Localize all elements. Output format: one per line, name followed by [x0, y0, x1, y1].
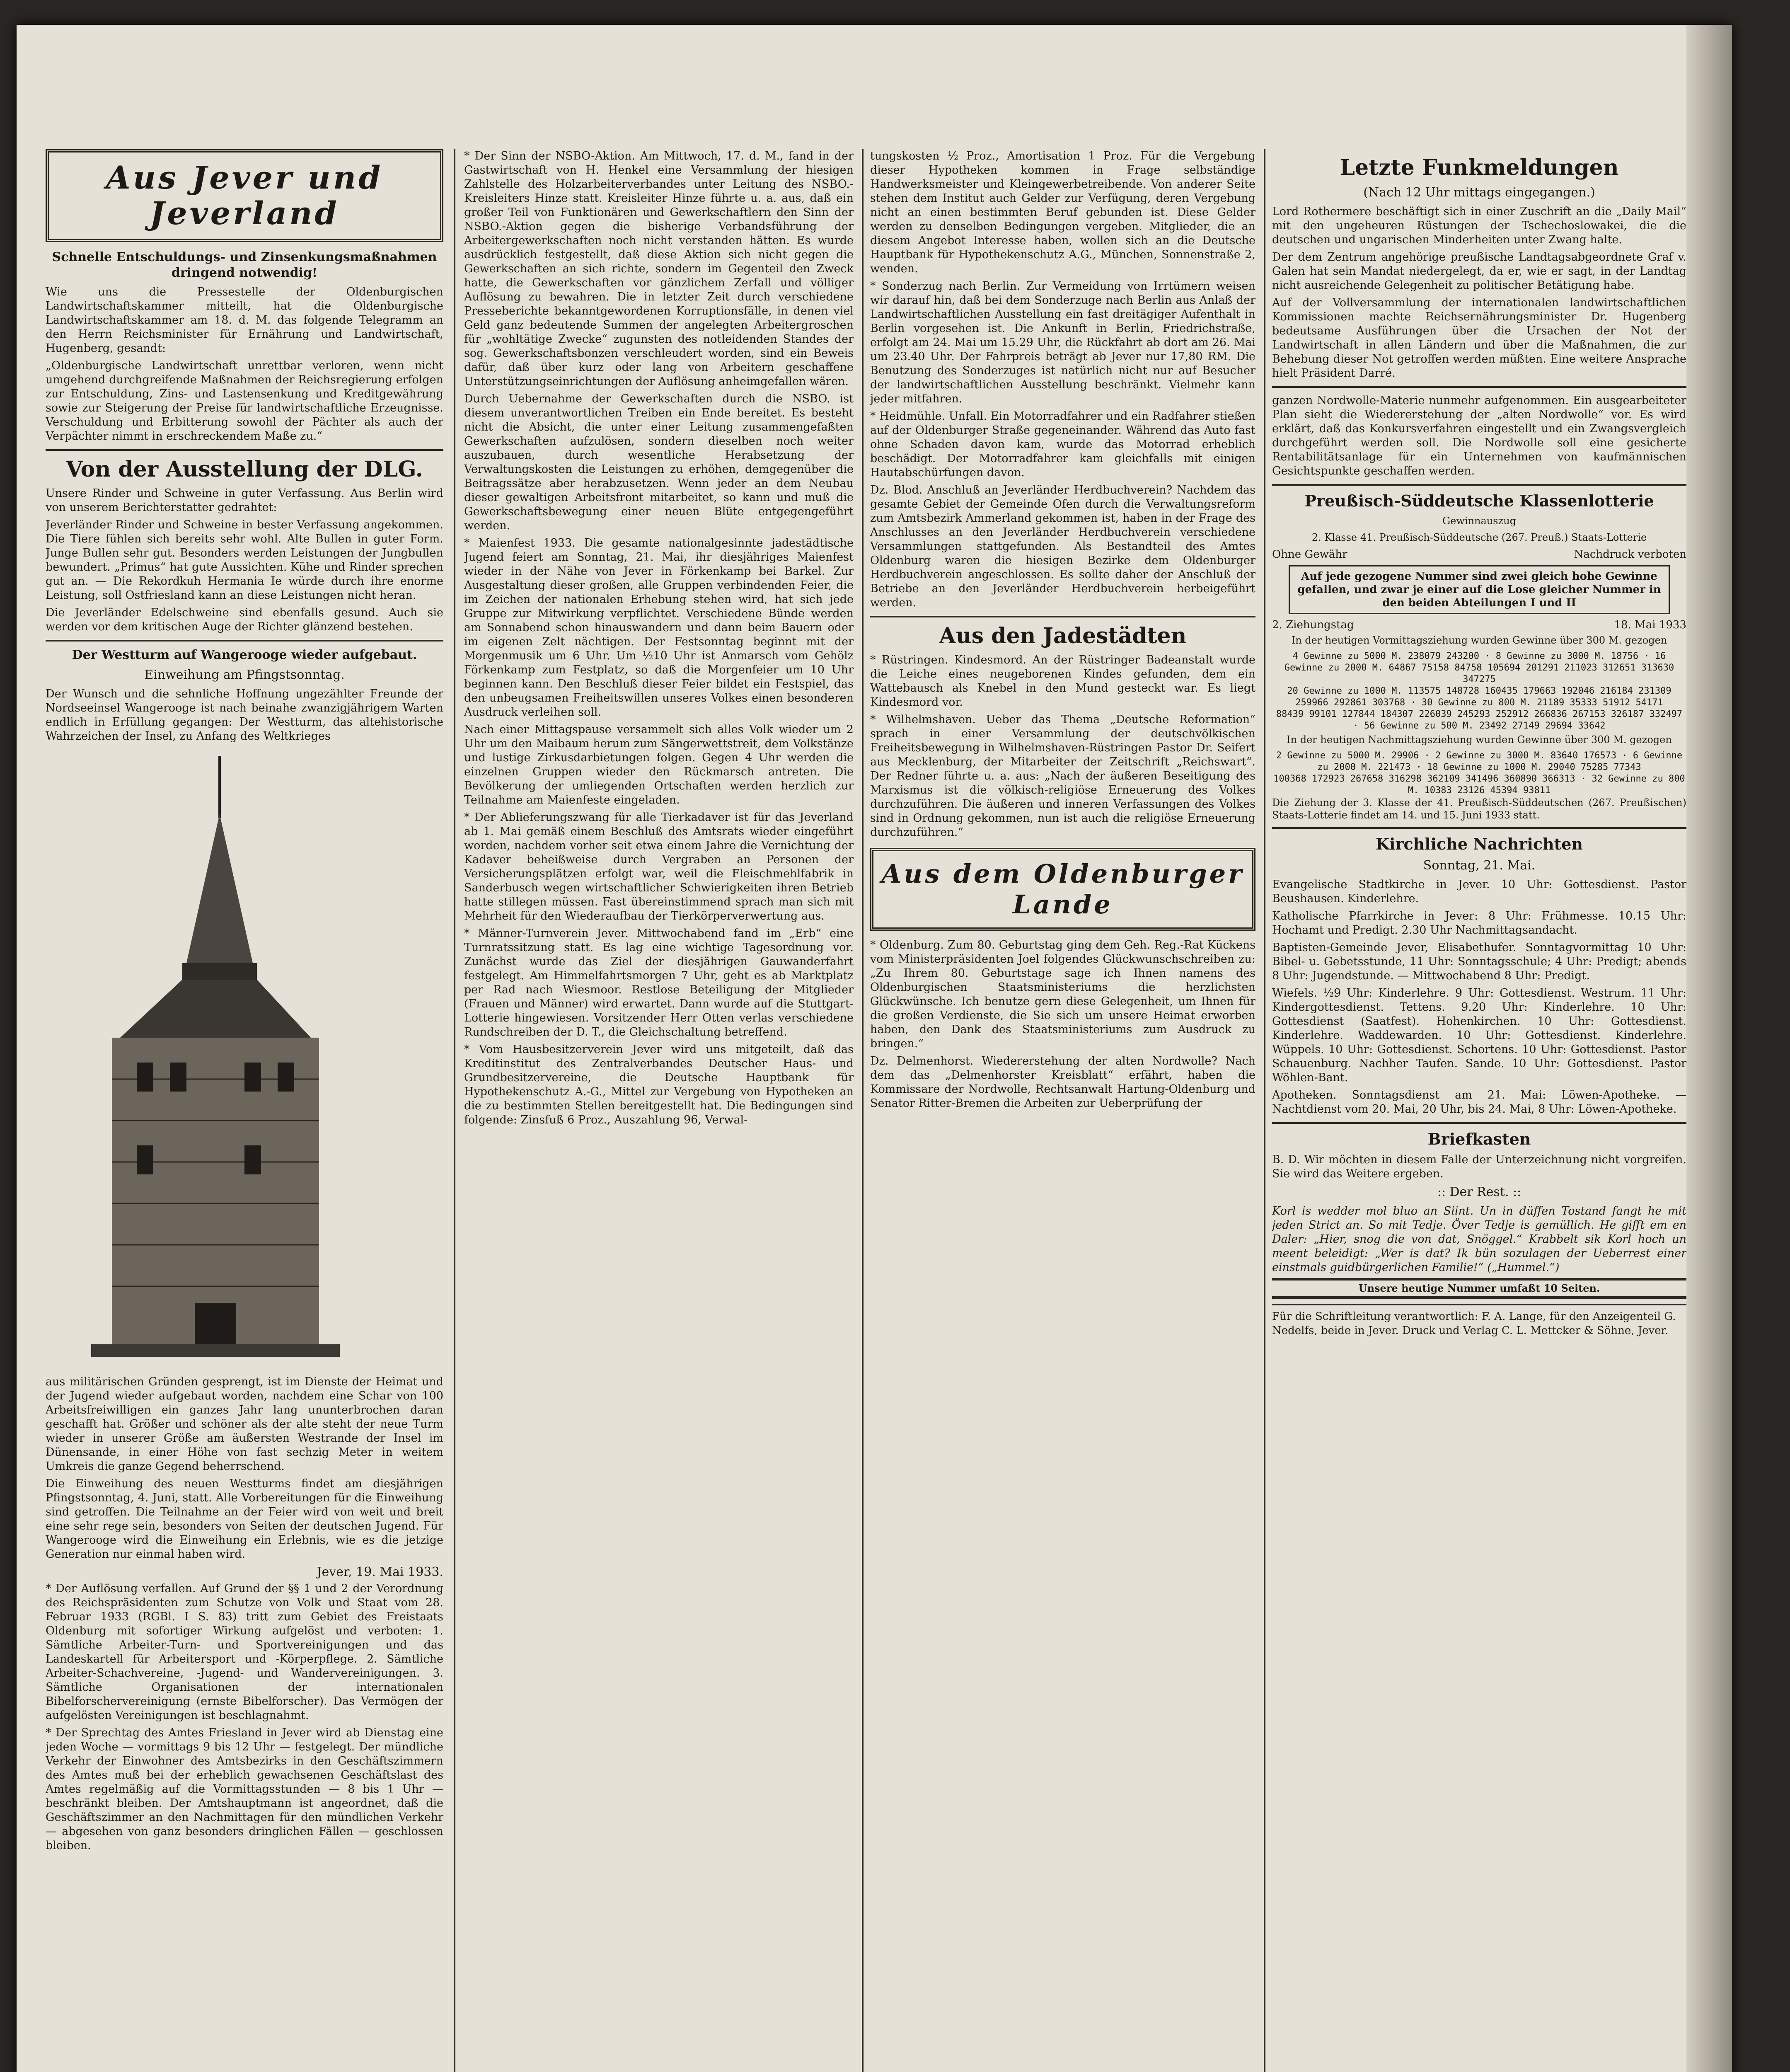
- article-text: Apotheken. Sonntagsdienst am 21. Mai: Löwen-Apotheke. — Nachtdienst vom 20. Mai, 20 Uhr, bis 24. Mai, 8 Uhr: Löwen-Apotheke.: [1272, 1089, 1686, 1116]
- masthead-title: Aus dem Oldenburger Lande: [881, 859, 1244, 920]
- poem-title: :: Der Rest. ::: [1437, 1185, 1522, 1199]
- article-text: * Der Ablieferungszwang für alle Tierkadaver ist für das Jeverland ab 1. Mai gemäß einem Beschluß des Amtsrats wieder eingeführt worden, nachdem vorher seit etwa einem Jahre die Vernichtung der Kadaver beheißweise durch Vergraben an Personen der Versicherungsplätzen erfolgt war, weil die Fleischmehlfabrik in Sanderbusch wegen wirtschaftlicher Schwierigkeiten ihren Betrieb hatte stillegen müssen. Fast übereinstimmend sprach man sich mit Mehrheit für den Wiederaufbau der Tierkörperverwertung aus.: [464, 811, 854, 922]
- article-text: Wiefels. ½9 Uhr: Kinderlehre. 9 Uhr: Gottesdienst. Westrum. 11 Uhr: Kindergottesdienst. Tettens. 9.20 Uhr: Kinderlehre. 10 Uhr: Gottesdienst (Saatfest). Hohenkirchen. 10 Uhr: Gottesdienst. Kinderlehre. Waddewarden. 10 Uhr: Gottesdienst. Kinderlehre. Wüppels. 10 Uhr: Gottesdienst. Schortens. 10 Uhr: Gottesdienst. Pastor Schauenburg. Nachher Taufen. Sande. 10 Uhr: Gottesdienst. Pastor Wöhlen-Bant.: [1272, 987, 1686, 1084]
- divider: [1272, 484, 1686, 486]
- article-text: Der dem Zentrum angehörige preußische Landtagsabgeordnete Graf v. Galen hat sein Mandat niedergelegt, da er, wie er sagt, in der Landtag nicht ausreichende Gelegenheit zu politischer Betätigung habe.: [1272, 251, 1686, 292]
- article-headline: Schnelle Entschuldungs- und Zinsenkungsmaßnahmen dringend notwendig!: [52, 250, 437, 280]
- article-text: Der Wunsch und die sehnliche Hoffnung ungezählter Freunde der Nordseeinsel Wangerooge ist nach beinahe zwanzigjährigem Warten endlich in Erfüllung gegangen: Der Westturm, das altehistorische Wahrzeichen der Insel, zu Anfang des Weltkrieges: [46, 687, 443, 743]
- article-text: * Sonderzug nach Berlin. Zur Vermeidung von Irrtümern weisen wir darauf hin, daß bei dem Sonderzuge nach Berlin aus Anlaß der Landwirtschaftlichen Ausstellung ein fast dreitägiger Aufenthalt in Berlin vorgesehen ist. Die Ankunft in Berlin, Friedrichstraße, erfolgt am 24. Mai um 15.29 Uhr, die Rückfahrt ab dort am 26. Mai um 23.40 Uhr. Der Fahrpreis beträgt ab Jever nur 17,80 RM. Die Benutzung des Sonderzuges ist natürlich nicht nur auf Besucher der landwirtschaftlichen Ausstellung beschränkt. Vielmehr kann jeder mitfahren.: [870, 280, 1255, 405]
- divider: [46, 449, 443, 451]
- article-text: Jeverländer Rinder und Schweine in bester Verfassung angekommen. Die Tiere fühlen sich bereits sehr wohl. Alte Bullen in guter Form. Junge Bullen sehr gut. Besonders werden Leistungen der Jungbullen bewundert. „Primus“ hat gute Aussichten. Kühe und Rinder sprechen gut an. — Die Rekordkuh Hermania Ie würde durch ihre enorme Leistung, soll Ostfriesland kann an diese Leistungen nicht heran.: [46, 518, 443, 602]
- column-2: [464, 149, 854, 1130]
- lottery-notice-box: Auf jede gezogene Nummer sind zwei gleich hohe Gewinne gefallen, und zwar je einer auf die Lose gleicher Nummer in den beiden Abteilungen I und II: [1289, 565, 1670, 614]
- lottery-numbers: 100368 172923 267658 316298 362109 341496 360890 366313 · 32 Gewinne zu 800 M. 10383 23126 45394 93811: [1273, 774, 1685, 796]
- article-text: * Der Sprechtag des Amtes Friesland in Jever wird ab Dienstag eine jeden Woche — vormittags 9 bis 12 Uhr — festgelegt. Der mündliche Verkehr der Einwohner des Amtsbezirks in den Geschäftszimmern des Amtes muß bei der erheblich gewachsenen Geschäftslast des Amtes regelmäßig auf die Vormittagsstunden — 8 bis 1 Uhr — beschränkt bleiben. Der Amtshauptmann ist angeordnet, daß die Geschäftszimmer an den Nachmittagen für den mündlichen Verkehr — abgesehen von ganz besonders dringlichen Fällen — geschlossen bleiben.: [46, 1726, 443, 1852]
- masthead-title: Aus Jever und Jeverland: [106, 159, 383, 232]
- article-text: Die Jeverländer Edelschweine sind ebenfalls gesund. Auch sie werden vor dem kritischen Auge der Richter glänzend bestehen.: [46, 606, 443, 633]
- article-text: Dz. Blod. Anschluß an Jeverländer Herdbuchverein? Nachdem das gesamte Gebiet der Gemeinde Ofen durch die Verwaltungsreform zum Amtsbezirk Ammerland gekommen ist, haben in der Frage des Anschlusses an den Jeverländer Herdbuchverein verschiedene Versammlungen stattgefunden. Als Bestandteil des Amtes Oldenburg waren die hiesigen Bezirke dem Oldenburger Herdbuchverein angeschlossen. Es sollte daher der Anschluß der Betriebe an den Jeverländer Herdbuchverein herbeigeführt werden.: [870, 484, 1255, 609]
- page-edge-shadow: [1686, 25, 1732, 2072]
- article-text: Nach einer Mittagspause versammelt sich alles Volk wieder um 2 Uhr um den Maibaum herum zum Sängerwettstreit, dem Volkstänze und lustige Zirkusdarbietungen folgen. Gegen 4 Uhr werden die einzelnen Gruppen wieder den Rückmarsch antreten. Die Bevölkerung der umliegenden Ortschaften werden herzlich zur Teilnahme am Maienfeste eingeladen.: [464, 723, 854, 806]
- article-text: * Oldenburg. Zum 80. Geburtstag ging dem Geh. Reg.-Rat Kückens vom Ministerpräsidenten Joel folgendes Glückwunschschreiben zu: „Zu Ihrem 80. Geburtstage sage ich Ihnen namens des Oldenburgischen Staatsministeriums die herzlichsten Glückwünsche. Ich benutze gern diese Gelegenheit, um Ihnen für die großen Verdienste, die Sie sich um unsere Heimat erworben haben, den Dank des Staatsministeriums zum Ausdruck zu bringen.“: [870, 939, 1255, 1050]
- lottery-session-heading: In der heutigen Vormittagsziehung wurden Gewinne über 300 M. gezogen: [1291, 634, 1667, 646]
- article-text: Evangelische Stadtkirche in Jever. 10 Uhr: Gottesdienst. Pastor Beushausen. Kinderlehre.: [1272, 878, 1686, 905]
- lottery-draw-date: 18. Mai 1933: [1614, 619, 1686, 631]
- section-masthead-jever: [46, 149, 443, 242]
- article-subheadline: Sonntag, 21. Mai.: [1423, 858, 1536, 873]
- page-count-notice: Unsere heutige Nummer umfaßt 10 Seiten.: [1272, 1278, 1686, 1299]
- column-4: [1272, 149, 1686, 1338]
- article-text: * Maienfest 1933. Die gesamte nationalgesinnte jadestädtische Jugend feiert am Sonntag, 21. Mai, ihr diesjähriges Maienfest wieder in der Nähe von Jever in Förkenkamp bei Barkel. Zur Ausgestaltung dieser großen, alle Gruppen verbindenden Feier, die im Zeichen der nationalen Erhebung stehen wird, hat sich jede Gruppe zur Mitwirkung verpflichtet. Verschiedene Bünde werden am Sonnabend schon hinauswandern und dann beim Bauern oder im eigenen Zelt nächtigen. Der Festsonntag beginnt mit der Morgenmusik um 6 Uhr. Um ½10 Uhr ist Anmarsch vom Gehölz Förkenkamp zum Festplatz, so daß die Morgenfeier um 10 Uhr beginnen kann. Den Beschluß dieser Feier bildet ein Festspiel, das den unbeugsamen Freiheitswillen unseres Volkes einen besonderen Ausdruck verleihen soll.: [464, 537, 854, 719]
- article-text: Dz. Delmenhorst. Wiedererstehung der alten Nordwolle? Nach dem das „Delmenhorster Kreisblatt“ erfährt, haben die Kommissare der Nordwolle, Rechtsanwalt Hartung-Oldenburg und Senator Ritter-Bremen die Arbeiten zur Ueberprüfung der: [870, 1055, 1255, 1110]
- article-subheadline: (Nach 12 Uhr mittags eingegangen.): [1363, 185, 1595, 200]
- newspaper-page: [17, 25, 1732, 2072]
- lottery-numbers: 2 Gewinne zu 5000 M. 29906 · 2 Gewinne zu 3000 M. 83640 176573 · 6 Gewinne zu 2000 M. 221473 · 18 Gewinne zu 1000 M. 29040 75285 77343: [1276, 750, 1683, 772]
- article-text: * Heidmühle. Unfall. Ein Motorradfahrer und ein Radfahrer stießen auf der Oldenburger Straße gegeneinander. Während das Auto fast ohne Schaden davon kam, wurde das Motorrad erheblich beschädigt. Der Motorradfahrer kam gleichfalls mit einigen Hautabschürfungen davon.: [870, 410, 1255, 479]
- divider: [1272, 1122, 1686, 1124]
- divider: [1272, 386, 1686, 388]
- article-text: „Oldenburgische Landwirtschaft unrettbar verloren, wenn nicht umgehend durchgreifende Maßnahmen der Reichsregierung erfolgen zur Entschuldung, Zins- und Lastensenkung und Kreditgewährung sowie zur Steigerung der Preise für landwirtschaftliche Erzeugnisse. Verschuldung und Erbitterung sowohl der Pächter als auch der Verpächter nimmt in erschreckendem Maße zu.“: [46, 359, 443, 443]
- section-masthead-oldenburg: [870, 848, 1255, 931]
- article-text: Durch Uebernahme der Gewerkschaften durch die NSBO. ist diesem unverantwortlichen Treiben ein Ende bereitet. Es besteht nicht die Absicht, die unter einer Leitung zusammengefaßten Gewerkschaften aufzulösen, sondern dieselben noch weiter auszubauen, durch wesentliche Herabsetzung der Verwaltungskosten die Leistungen zu erhöhen, demgegenüber die Beitragssätze aber herabzusetzen. Wenn jeder an dem Neubau dieser gewaltigen Arbeitsfront mitarbeitet, so kann und muß die Gewerkschaftsbewegung einer neuen Blüte entgegengeführt werden.: [464, 392, 854, 532]
- lottery-note: Nachdruck verboten: [1574, 548, 1686, 561]
- article-text: * Rüstringen. Kindesmord. An der Rüstringer Badeanstalt wurde die Leiche eines neugeborenen Kindes gefunden, dem ein Wattebausch als Knebel in den Mund gesteckt war. Es liegt Kindesmord vor.: [870, 654, 1255, 709]
- section-headline: Aus den Jadestädten: [939, 623, 1187, 649]
- column-rule: [1264, 149, 1265, 2072]
- section-headline: Letzte Funkmeldungen: [1340, 155, 1619, 180]
- westturm-tower-illustration: [46, 748, 443, 1369]
- article-text: aus militärischen Gründen gesprengt, ist im Dienste der Heimat und der Jugend wieder aufgebaut worden, nachdem eine Schar von 100 Arbeitsfreiwilligen ein ganzes Jahr lang ununterbrochen daran geschafft hat. Größer und schöner als der alte steht der neue Turm wieder in unserer Größe am äußersten Westrande der Insel im Dünensande, in einer Höhe von fast sechzig Meter in weitem Umkreis die ganze Gegend beherrschend.: [46, 1375, 443, 1473]
- divider: [46, 640, 443, 641]
- article-text: Die Einweihung des neuen Westturms findet am diesjährigen Pfingstsonntag, 4. Juni, statt. Alle Vorbereitungen für die Einweihung sind getroffen. Die Teilnahme an der Feier wird von weit und breit eine sehr rege sein, besonders von Seiten der deutschen Jugend. Für Wangerooge wird die Einweihung ein Erlebnis, wie es die jetzige Generation nur einmal haben wird.: [46, 1477, 443, 1561]
- article-text: Lord Rothermere beschäftigt sich in einer Zuschrift an die „Daily Mail“ mit den ungeheuren Rüstungen der Tschechoslowakei, die die deutschen und ungarischen Minderheiten unter Zwang halte.: [1272, 205, 1686, 246]
- divider: [1272, 827, 1686, 829]
- lottery-numbers: 88439 99101 127844 184307 226039 245293 252912 266836 267153 326187 332497 · 56 Gewinne zu 500 M. 23492 27149 29694 33642: [1276, 709, 1683, 731]
- article-text: tungskosten ½ Proz., Amortisation 1 Proz. Für die Vergebung dieser Hypotheken kommen in Frage selbständige Handwerksmeister und Kleingewerbetreibende. Von anderer Seite stehen dem Institut auch Gelder zur Verfügung, deren Vergebung nicht an einen bestimmten Beruf gebunden ist. Diese Gelder werden zu denselben Bedingungen vergeben. Mitglieder, die an diesem Angebot Interesse haben, wollen sich an die Deutsche Hauptbank für Hypothekenschutz A.G., München, Sonnenstraße 2, wenden.: [870, 150, 1255, 275]
- article-text: Wie uns die Pressestelle der Oldenburgischen Landwirtschaftskammer mitteilt, hat die Oldenburgische Landwirtschaftskammer am 18. d. M. das folgende Telegramm an den Herrn Reichsminister für Ernährung und Landwirtschaft, Hugenberg, gesandt:: [46, 286, 443, 355]
- article-text: * Wilhelmshaven. Ueber das Thema „Deutsche Reformation“ sprach in einer Versammlung der deutschvölkischen Freiheitsbewegung in Wilhelmshaven-Rüstringen Pastor Dr. Seifert aus Mecklenburg, der Mitarbeiter der Zeitschrift „Reichswart“. Der Redner führte u. a. aus: „Nach der äußeren Beseitigung des Marxismus ist die völkisch-religiöse Erneuerung des Volkes durchzuführen. Die äußeren und inneren Verfassungen des Volkes sind in Ordnung gekommen, nun ist auch die religiöse Erneuerung durchzuführen.“: [870, 713, 1255, 839]
- article-text: Auf der Vollversammlung der internationalen landwirtschaftlichen Kommissionen machte Reichsernährungsminister Dr. Hugenberg bedeutsame Ausführungen über die Ursachen der Not der Landwirtschaft in allen Ländern und über die Maßnahmen, die zur Behebung dieser Not getroffen werden müßten. Eine weitere Ansprache hielt Präsident Darré.: [1272, 296, 1686, 380]
- article-text: * Vom Hausbesitzerverein Jever wird uns mitgeteilt, daß das Kreditinstitut des Zentralverbandes Deutscher Haus- und Grundbesitzervereine, die Deutsche Hauptbank für Hypothekenschutz A.-G., Mittel zur Vergebung von Hypotheken an die zu bestimmten Stellen bereitgestellt hat. Die Bedingungen sind folgende: Zinsfuß 6 Proz., Auszahlung 96, Verwal-: [464, 1043, 854, 1126]
- column-3: [870, 149, 1255, 1114]
- column-rule: [862, 149, 864, 2072]
- lottery-numbers: 4 Gewinne zu 5000 M. 238079 243200 · 8 Gewinne zu 3000 M. 18756 · 16 Gewinne zu 2000 M. 64867 75158 84758 105694 201291 211023 312651 313630 347275: [1284, 651, 1674, 685]
- article-text: ganzen Nordwolle-Materie nunmehr aufgenommen. Ein ausgearbeiteter Plan sieht die Wiedererstehung der „alten Nordwolle“ vor. Es wird erklärt, daß das Konkursverfahren eingestellt und ein Zwangsvergleich durchgeführt werden soll. Die Nordwolle soll eine gesicherte Rentabilitätsanlage für ein Unternehmen von kaufmännischen Gesichtspunkte geschaffen werden.: [1272, 394, 1686, 477]
- column-1: [46, 149, 443, 1856]
- article-text: Unsere Rinder und Schweine in guter Verfassung. Aus Berlin wird von unserem Berichterstatter gedrahtet:: [46, 487, 443, 514]
- article-headline: Von der Ausstellung der DLG.: [66, 457, 423, 482]
- article-text: Die Ziehung der 3. Klasse der 41. Preußisch-Süddeutschen (267. Preußischen) Staats-Lotterie findet am 14. und 15. Juni 1933 statt.: [1272, 797, 1686, 821]
- article-text: * Der Sinn der NSBO-Aktion. Am Mittwoch, 17. d. M., fand in der Gastwirtschaft von H. Henkel eine Versammlung der hiesigen Zahlstelle des Holzarbeiterverbandes unter Leitung des NSBO.-Kreisleiters Hinze statt. Kreisleiter Hinze führte u. a. aus, daß ein großer Teil von Funktionären und Gewerkschaftlern den Sinn der NSBO.-Aktion gegen die bisherige Verbandsführung der Arbeitergewerkschaften noch nicht verstanden hätten. Es wurde ausdrücklich festgestellt, daß diese Aktion sich nicht gegen die Gewerkschaften an sich richte, sondern im Gegenteil den Zweck hatte, die Gewerkschaften vor gänzlichem Zerfall und völliger Auflösung zu bewahren. Die in letzter Zeit durch verschiedene Presseberichte bekanntgewordenen Korruptionsfälle, in denen viel Geld ganz bedeutende Summen der angelegten Arbeitergroschen für „wohltätige Zwecke“ zugunsten des notleidenden Standes der sog. Gewerkschaftsbonzen verschleudert worden, sind ein Beweis dafür, daß über kurz oder lang von Arbeitern geschaffene Unterstützungseinrichtungen der Auflösung anheimgefallen wären.: [464, 150, 854, 388]
- column-rule: [454, 149, 455, 2072]
- article-headline: Der Westturm auf Wangerooge wieder aufgebaut.: [72, 648, 417, 662]
- article-text: B. D. Wir möchten in diesem Falle der Unterzeichnung nicht vorgreifen. Sie wird das Weitere ergeben.: [1272, 1153, 1686, 1180]
- article-text: * Der Auflösung verfallen. Auf Grund der §§ 1 und 2 der Verordnung des Reichspräsidenten zum Schutze von Volk und Staat vom 28. Februar 1933 (RGBl. I S. 83) tritt zum Gebiet des Freistaats Oldenburg mit sofortiger Wirkung aufgelöst und verboten: 1. Sämtliche Arbeiter-Turn- und Sportvereinigungen und das Landeskartell für Arbeitersport und -Körperpflege. 2. Sämtliche Arbeiter-Schachvereine, -Jugend- und Wandervereinigungen. 3. Sämtliche Organisationen der internationalen Bibelforschervereinigung (ernste Bibelforscher). Das Vermögen der aufgelösten Vereinigungen ist beschlagnahmt.: [46, 1582, 443, 1722]
- divider: [870, 616, 1255, 617]
- section-headline: Preußisch-Süddeutsche Klassenlotterie: [1304, 491, 1654, 510]
- article-text: * Männer-Turnverein Jever. Mittwochabend fand im „Erb“ eine Turnratssitzung statt. Es lag eine wichtige Tagesordnung vor. Zunächst wurde das Ziel der diesjährigen Gauwanderfahrt festgelegt. Am Himmelfahrtsmorgen 7 Uhr, geht es ab Marktplatz per Rad nach Wiesmoor. Restlose Beteiligung der Mitglieder (Frauen und Männer) wird erwartet. Dann wurde auf die Stuttgart-Lotterie hingewiesen. Vorsitzender Herr Otten verlas verschiedene Rundschreiben der D. T., die Gleichschaltung betreffend.: [464, 927, 854, 1038]
- lottery-draw-day: 2. Ziehungstag: [1272, 619, 1354, 631]
- imprint: Für die Schriftleitung verantwortlich: F. A. Lange, für den Anzeigenteil G. Nedelfs, beide in Jever. Druck und Verlag C. L. Mettcker & Söhne, Jever.: [1272, 1304, 1686, 1338]
- poem-text: Korl is wedder mol bluo an Siint. Un in düffen Tostand fangt he mit jeden Strict an. So mit Tedje. Över Tedje is gemüllich. He gifft em en Daler: „Hier, snog die von dat, Snöggel.“ Krabbelt sik Korl hoch un meent beleidigt: „Wer is dat? Ik bün sozulagen der Ueberrest einer einstmals guidbürgerlichen Familie!“ („Hummel.“): [1272, 1205, 1686, 1274]
- lottery-session-heading: In der heutigen Nachmittagsziehung wurden Gewinne über 300 M. gezogen: [1287, 734, 1672, 746]
- article-text: Katholische Pfarrkirche in Jever: 8 Uhr: Frühmesse. 10.15 Uhr: Hochamt und Predigt. 2.30 Uhr Nachmittagsandacht.: [1272, 910, 1686, 937]
- dateline: Jever, 19. Mai 1933.: [317, 1565, 443, 1579]
- article-text: Baptisten-Gemeinde Jever, Elisabethufer. Sonntagvormittag 10 Uhr: Bibel- u. Gebetsstunde, 11 Uhr: Sonntagsschule; 4 Uhr: Predigt; abends 8 Uhr: Jugendstunde. — Mittwochabend 8 Uhr: Predigt.: [1272, 941, 1686, 982]
- section-headline: Kirchliche Nachrichten: [1376, 835, 1583, 853]
- article-subheadline: Einweihung am Pfingstsonntag.: [144, 668, 345, 682]
- lottery-numbers: 20 Gewinne zu 1000 M. 113575 148728 160435 179663 192046 216184 231309 259966 292861 303768 · 30 Gewinne zu 800 M. 21189 35333 51912 54171: [1287, 686, 1671, 708]
- lottery-subtitle: 2. Klasse 41. Preußisch-Süddeutsche (267. Preuß.) Staats-Lotterie: [1311, 532, 1647, 543]
- lottery-note: Ohne Gewähr: [1272, 548, 1347, 561]
- lottery-subtitle: Gewinnauszug: [1442, 515, 1517, 527]
- section-headline: Briefkasten: [1427, 1130, 1531, 1148]
